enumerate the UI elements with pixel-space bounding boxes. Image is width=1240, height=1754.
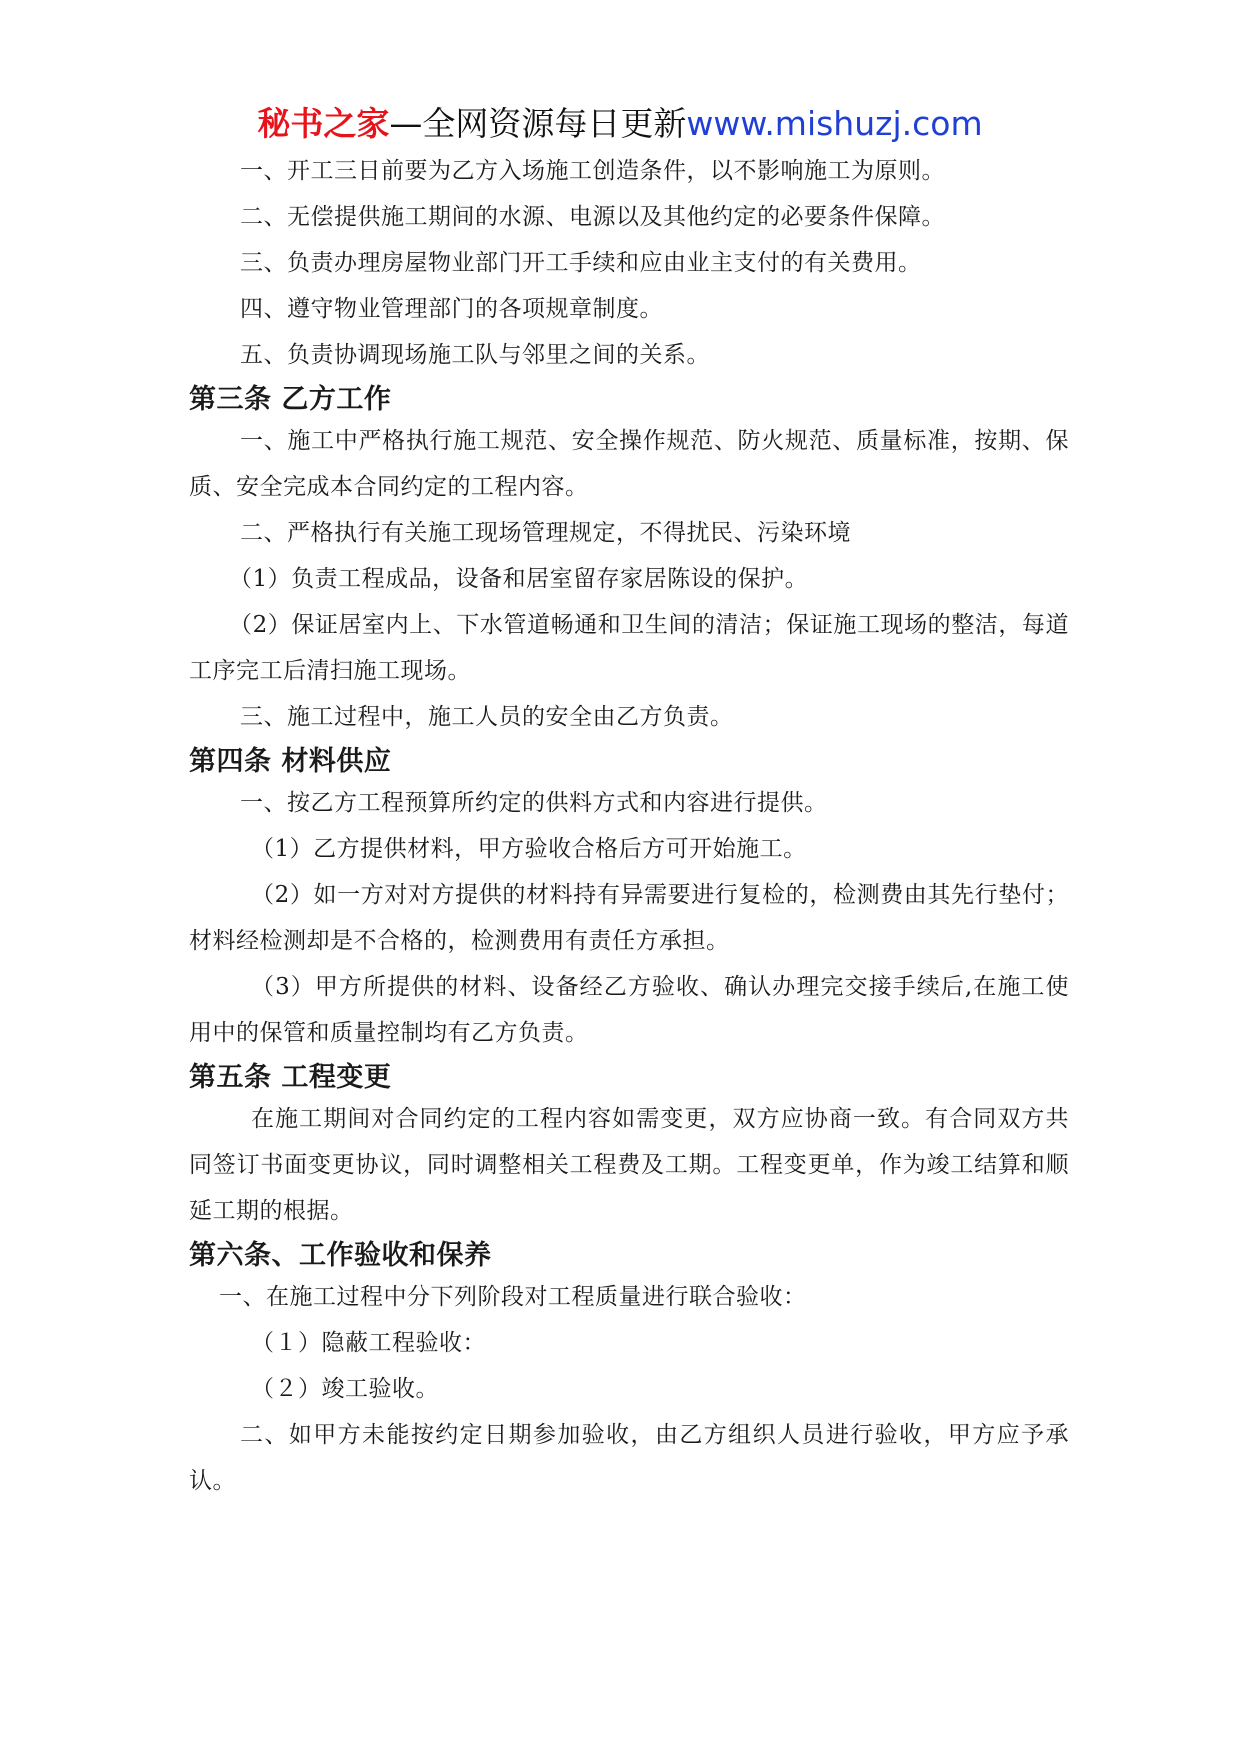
- paragraph: （3）甲方所提供的材料、设备经乙方验收、确认办理完交接手续后,在施工使用中的保管和质量控制均有乙方负责。: [189, 974, 1069, 1046]
- paragraph: （2）保证居室内上、下水管道畅通和卫生间的清洁；保证施工现场的整洁，每道工序完工后清扫施工现场。: [189, 612, 1069, 684]
- paragraph: （２）竣工验收。: [251, 1376, 439, 1402]
- header-slogan: —全网资源每日更新: [389, 104, 687, 143]
- paragraph: （2）如一方对对方提供的材料持有异需要进行复检的，检测费由其先行垫付；材料经检测却是不合格的，检测费用有责任方承担。: [189, 882, 1069, 954]
- paragraph: 二、无偿提供施工期间的水源、电源以及其他约定的必要条件保障。: [240, 204, 945, 230]
- section-heading-6: 第六条、工作验收和保养: [189, 1240, 492, 1271]
- paragraph: 三、负责办理房屋物业部门开工手续和应由业主支付的有关费用。: [240, 250, 922, 276]
- document-body: [189, 148, 1069, 1504]
- header-brand: 秘书之家: [257, 104, 390, 143]
- paragraph: 五、负责协调现场施工队与邻里之间的关系。: [240, 342, 710, 368]
- paragraph: 一、施工中严格执行施工规范、安全操作规范、防火规范、质量标准，按期、保质、安全完成本合同约定的工程内容。: [189, 428, 1069, 500]
- paragraph: 二、如甲方未能按约定日期参加验收，由乙方组织人员进行验收，甲方应予承认。: [189, 1422, 1069, 1494]
- paragraph: （1）乙方提供材料，甲方验收合格后方可开始施工。: [251, 836, 807, 862]
- header-url-link[interactable]: www.mishuzj.com: [686, 104, 983, 143]
- section-heading-5: 第五条 工程变更: [189, 1062, 392, 1093]
- paragraph: （１）隐蔽工程验收：: [251, 1330, 486, 1356]
- site-header: [0, 100, 1240, 148]
- paragraph: 一、按乙方工程预算所约定的供料方式和内容进行提供。: [240, 790, 828, 816]
- paragraph: （1）负责工程成品，设备和居室留存家居陈设的保护。: [229, 566, 809, 592]
- paragraph: 一、开工三日前要为乙方入场施工创造条件，以不影响施工为原则。: [240, 158, 945, 184]
- paragraph: 三、施工过程中，施工人员的安全由乙方负责。: [240, 704, 734, 730]
- paragraph: 一、在施工过程中分下列阶段对工程质量进行联合验收：: [219, 1284, 807, 1310]
- section-heading-3: 第三条 乙方工作: [189, 384, 392, 415]
- paragraph: 四、遵守物业管理部门的各项规章制度。: [240, 296, 663, 322]
- paragraph: 二、严格执行有关施工现场管理规定，不得扰民、污染环境: [240, 520, 851, 546]
- paragraph: 在施工期间对合同约定的工程内容如需变更，双方应协商一致。有合同双方共同签订书面变更协议，同时调整相关工程费及工期。工程变更单，作为竣工结算和顺延工期的根据。: [189, 1106, 1069, 1224]
- section-heading-4: 第四条 材料供应: [189, 746, 392, 777]
